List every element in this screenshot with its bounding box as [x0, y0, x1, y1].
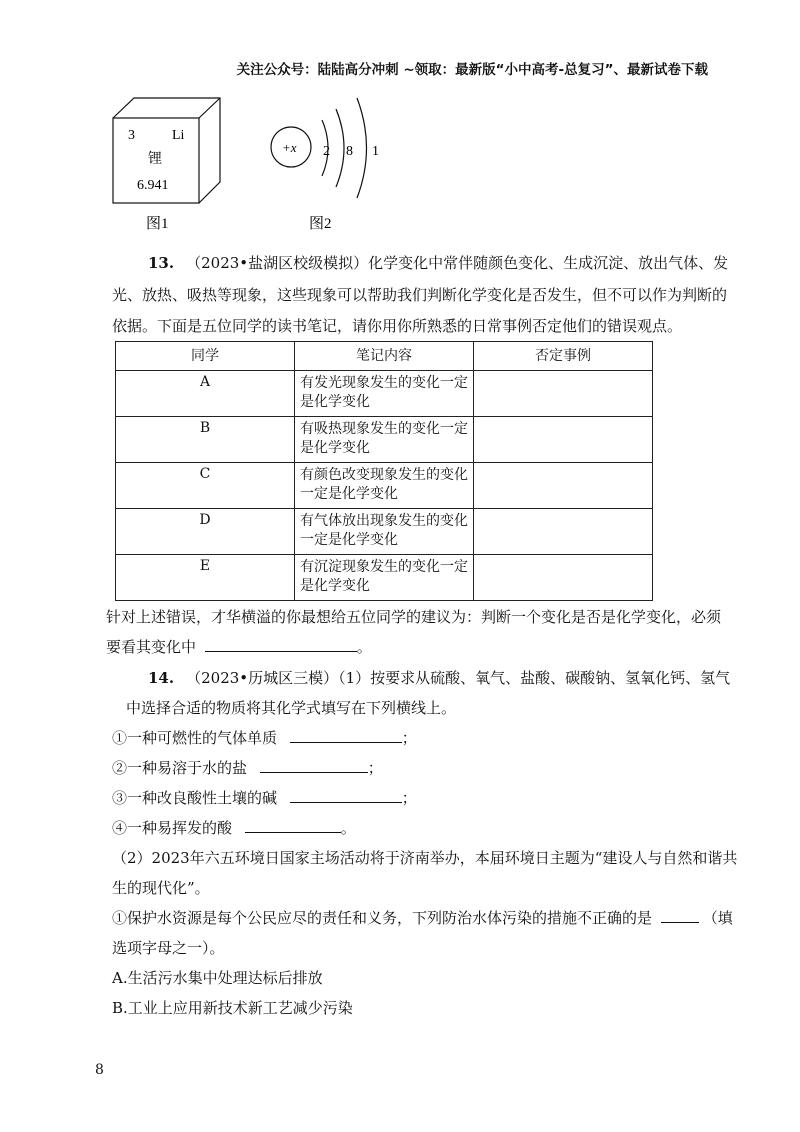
option-b: B.工业上应用新技术新工艺减少污染 — [112, 999, 353, 1017]
q14-item-1 — [112, 727, 417, 748]
note-cell — [295, 417, 474, 463]
item-text: ①一种可燃性的气体单质 — [112, 729, 278, 747]
q13-line-3: 依据。下面是五位同学的读书笔记，请你用你所熟悉的日常事例否定他们的错误观点。 — [112, 317, 683, 335]
q14-part2-line-2: 生的现代化”。 — [112, 879, 210, 897]
q13-after-2 — [106, 636, 372, 657]
note-text: 有气体放出现象发生的变化一定是化学变化 — [300, 513, 468, 548]
shell-3-electrons: 1 — [372, 144, 379, 159]
element-mass: 6.941 — [137, 178, 169, 193]
item-end: 。 — [340, 819, 356, 837]
example-cell[interactable] — [474, 509, 653, 555]
page-number: 8 — [95, 1062, 104, 1078]
q14-line-2: 中选择合适的物质将其化学式填写在下列横线上。 — [126, 699, 457, 717]
notes-table — [115, 341, 653, 601]
item-end: ； — [367, 759, 383, 777]
student-cell: A — [116, 371, 295, 417]
item-text: ②一种易溶于水的盐 — [112, 759, 248, 777]
example-cell[interactable] — [474, 463, 653, 509]
note-cell — [295, 555, 474, 601]
note-text: 有吸热现象发生的变化一定是化学变化 — [300, 421, 468, 456]
element-symbol: Li — [172, 128, 185, 143]
fig2-caption: 图2 — [309, 216, 332, 232]
answer-blank[interactable] — [290, 728, 402, 743]
shell-1-electrons: 2 — [323, 144, 330, 159]
q14-number: 14. — [148, 669, 175, 687]
header-note: 关注公众号：陆陆高分冲刺 ~领取：最新版“小中高考-总复习”、最新试卷下载 — [236, 62, 708, 78]
header-student: 同学 — [116, 342, 295, 371]
q14-item-2 — [112, 757, 383, 778]
note-text: 有颜色改变现象发生的变化一定是化学变化 — [300, 467, 468, 502]
table-row — [116, 509, 653, 555]
q13-after-2-prefix: 要看其变化中 — [106, 638, 197, 656]
q14-sub1-line-2: 选项字母之一）。 — [112, 939, 225, 957]
example-cell[interactable] — [474, 371, 653, 417]
answer-blank[interactable] — [661, 908, 699, 923]
note-cell — [295, 463, 474, 509]
student-cell: E — [116, 555, 295, 601]
note-cell — [295, 509, 474, 555]
element-number: 3 — [128, 128, 135, 143]
item-end: ； — [401, 729, 417, 747]
student-cell: D — [116, 509, 295, 555]
header-counter-example: 否定事例 — [474, 342, 653, 371]
nucleus-charge: +x — [282, 140, 297, 155]
table-header-row — [116, 342, 653, 371]
table-row — [116, 463, 653, 509]
q13-after-2-suffix: 。 — [356, 638, 372, 656]
table-row — [116, 371, 653, 417]
q14-item-3 — [112, 787, 417, 808]
sub1-prefix: ①保护水资源是每个公民应尽的责任和义务，下列防治水体污染的措施不正确的是 — [112, 909, 653, 927]
item-end: ； — [401, 789, 417, 807]
student-cell: B — [116, 417, 295, 463]
table-row — [116, 417, 653, 463]
item-text: ③一种改良酸性土壤的碱 — [112, 789, 278, 807]
q13-line-2: 光、放热、吸热等现象，这些现象可以帮助我们判断化学变化是否发生，但不可以作为判断的 — [112, 286, 728, 304]
q13-after-1: 针对上述错误，才华横溢的你最想给五位同学的建议为：判断一个变化是否是化学变化，必须 — [106, 608, 722, 626]
example-cell[interactable] — [474, 417, 653, 463]
answer-blank[interactable] — [245, 818, 341, 833]
sub1-suffix: （填 — [702, 909, 733, 927]
q14-sub1-line-1 — [112, 907, 733, 928]
header-note-content: 笔记内容 — [295, 342, 474, 371]
answer-blank[interactable] — [290, 788, 402, 803]
answer-blank[interactable] — [205, 637, 357, 652]
student-cell: C — [116, 463, 295, 509]
figures — [0, 90, 800, 250]
shell-2-electrons: 8 — [346, 144, 353, 159]
element-name: 锂 — [148, 152, 162, 167]
note-text: 有沉淀现象发生的变化一定是化学变化 — [300, 559, 468, 594]
fig1-caption: 图1 — [146, 216, 169, 232]
answer-blank[interactable] — [260, 758, 368, 773]
q13-text-1: （2023•盐湖区校级模拟）化学变化中常伴随颜色变化、生成沉淀、放出气体、发 — [186, 254, 729, 272]
q13-line-1 — [148, 252, 728, 273]
q14-line-1 — [148, 667, 730, 688]
q14-text-1: （2023•历城区三模）（1）按要求从硫酸、氧气、盐酸、碳酸钠、氢氧化钙、氢气 — [186, 669, 731, 687]
option-a: A.生活污水集中处理达标后排放 — [112, 969, 323, 987]
q13-number: 13. — [148, 254, 175, 272]
note-cell — [295, 371, 474, 417]
q14-item-4 — [112, 817, 356, 838]
note-text: 有发光现象发生的变化一定是化学变化 — [300, 375, 468, 410]
example-cell[interactable] — [474, 555, 653, 601]
q14-part2-line-1: （2）2023年六五环境日国家主场活动将于济南举办，本届环境日主题为“建设人与自然和谐共 — [112, 849, 738, 867]
table-row — [116, 555, 653, 601]
item-text: ④一种易挥发的酸 — [112, 819, 233, 837]
